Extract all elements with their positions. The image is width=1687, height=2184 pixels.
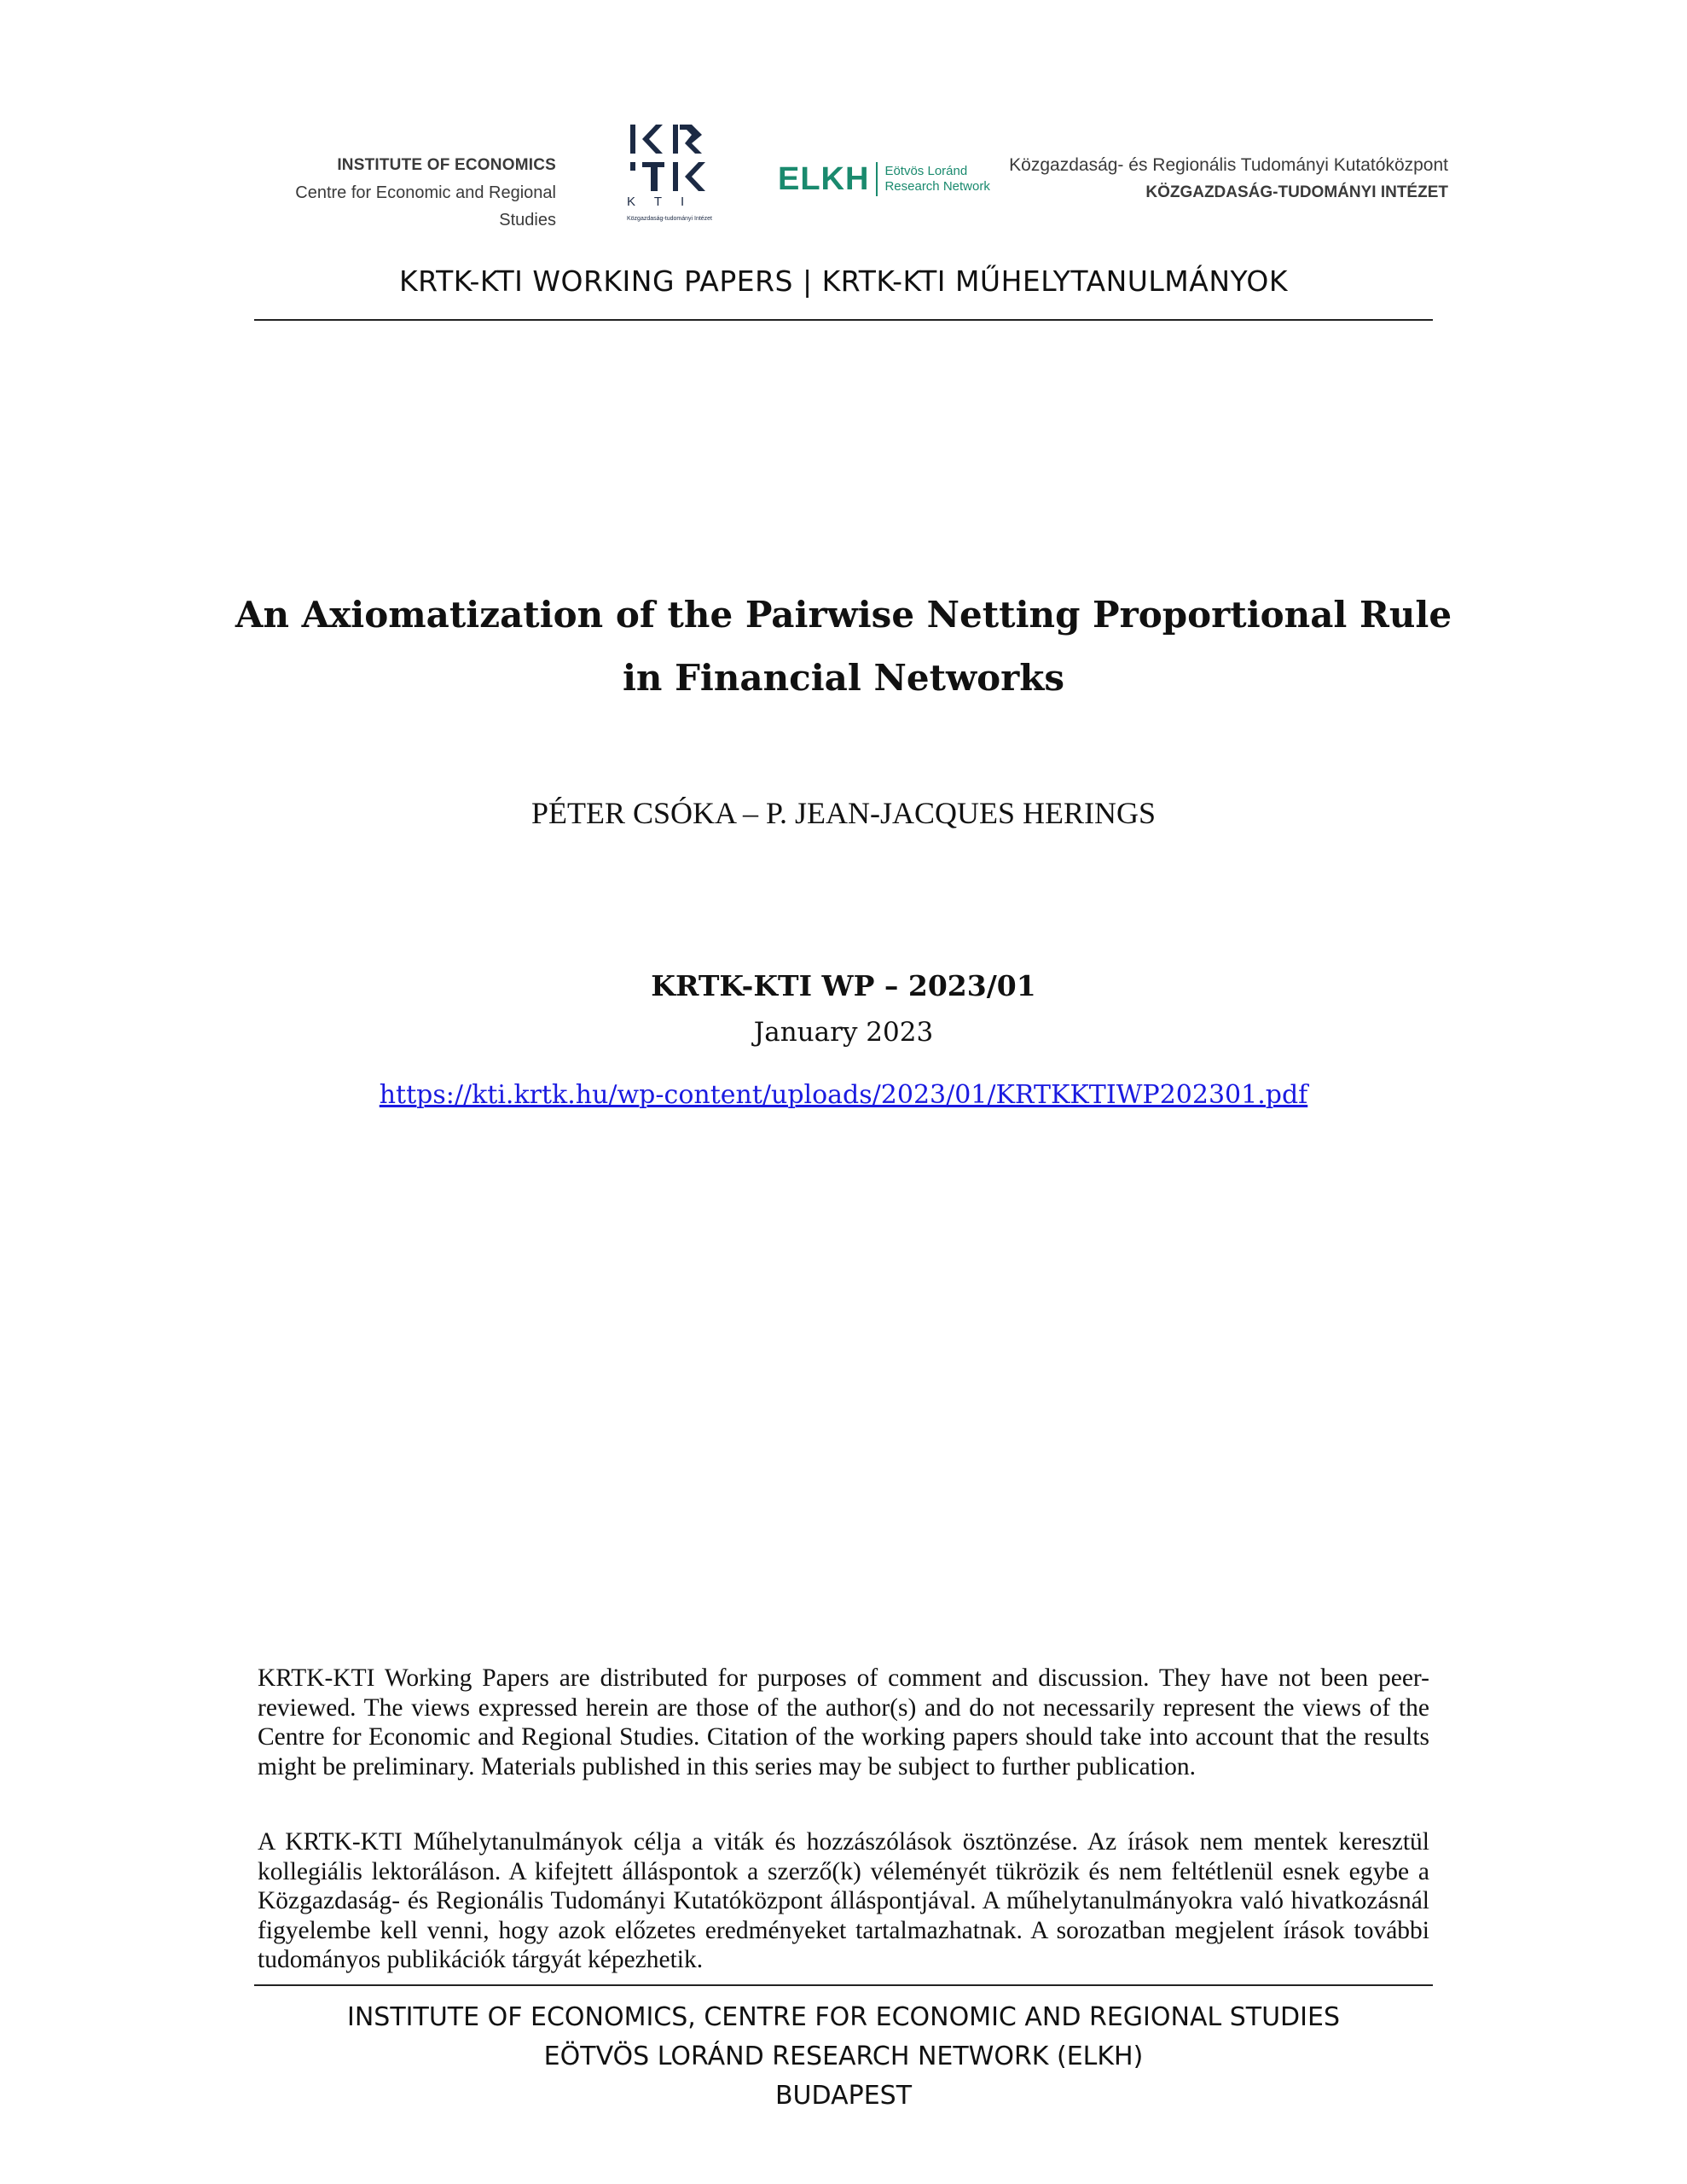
paper-title-line1: An Axiomatization of the Pairwise Netting Proportional Rule — [235, 594, 1452, 636]
working-paper-number: KRTK-KTI WP – 2023/01 — [651, 969, 1036, 1002]
centre-logo — [981, 152, 1448, 206]
elkh-logo-text — [884, 164, 989, 195]
footer-line3: BUDAPEST — [774, 2081, 913, 2111]
institute-logo-line1: INSTITUTE OF ECONOMICS — [337, 156, 556, 174]
elkh-logo-word: ELKH — [778, 160, 870, 197]
krtk-logo-mark-icon — [627, 119, 712, 193]
elkh-logo-line1: Eötvös Loránd — [884, 164, 968, 178]
centre-logo-line1: Közgazdaság- és Regionális Tudományi Kutatóközpont — [1009, 155, 1448, 175]
disclaimer-english: KRTK-KTI Working Papers are distributed for purposes of comment and discussion. They have not been peer-reviewed. The views expressed herein are those of the author(s) and do not necessarily represent the views of the Centre for Economic and Regional Studies. Citation of the working papers should take into account that the results might be preliminary. Materials published in this series may be subject to further publication. — [258, 1664, 1429, 1780]
institute-of-economics-logo — [241, 152, 556, 234]
elkh-logo-divider — [876, 162, 878, 196]
footer-line2: EÖTVÖS LORÁND RESEARCH NETWORK (ELKH) — [543, 2042, 1144, 2071]
elkh-logo-line2: Research Network — [884, 179, 990, 194]
elkh-logo — [778, 159, 990, 200]
paper-url-link[interactable]: https://kti.krtk.hu/wp-content/uploads/2023/01/KRTKKTIWP202301.pdf — [379, 1080, 1308, 1110]
series-header: KRTK-KTI WORKING PAPERS | KRTK-KTI MŰHELYTANULMÁNYOK — [398, 264, 1289, 298]
krtk-kti-logo — [627, 119, 721, 239]
disclaimer-hungarian: A KRTK-KTI Műhelytanulmányok célja a viták és hozzászólások ösztönzése. Az írások nem mentek keresztül kollegiális lektoráláson. A kifejtett álláspontok a szerző(k) véleményét tükrözik és nem feltétlenül esnek egybe a Közgazdaság- és Regionális Tudományi Kutatóközpont álláspontjával. A műhelytanulmányokra való hivatkozásnál figyelembe kell venni, hogy azok előzetes eredményeket tartalmazhatnak. A sorozatban megjelent írások további tudományos publikációk tárgyát képezhetik. — [258, 1828, 1429, 1973]
paper-authors: PÉTER CSÓKA – P. JEAN-JACQUES HERINGS — [530, 796, 1157, 830]
krtk-logo-subtext: Közgazdaság-tudományi Intézet — [627, 216, 713, 222]
centre-logo-line2: KÖZGAZDASÁG-TUDOMÁNYI INTÉZET — [1145, 183, 1448, 201]
footer-line1: INSTITUTE OF ECONOMICS, CENTRE FOR ECONOMIC AND REGIONAL STUDIES — [346, 2002, 1340, 2032]
paper-url — [0, 1080, 1687, 1110]
institute-logo-line2: Centre for Economic and Regional Studies — [295, 183, 556, 229]
paper-title-line2: in Financial Networks — [622, 657, 1065, 699]
footer — [0, 1998, 1687, 2116]
header-divider — [254, 319, 1433, 321]
footer-divider — [254, 1984, 1433, 1986]
krtk-logo-letters: K T I — [627, 195, 693, 209]
publication-date: January 2023 — [753, 1017, 934, 1048]
paper-title — [0, 584, 1687, 710]
